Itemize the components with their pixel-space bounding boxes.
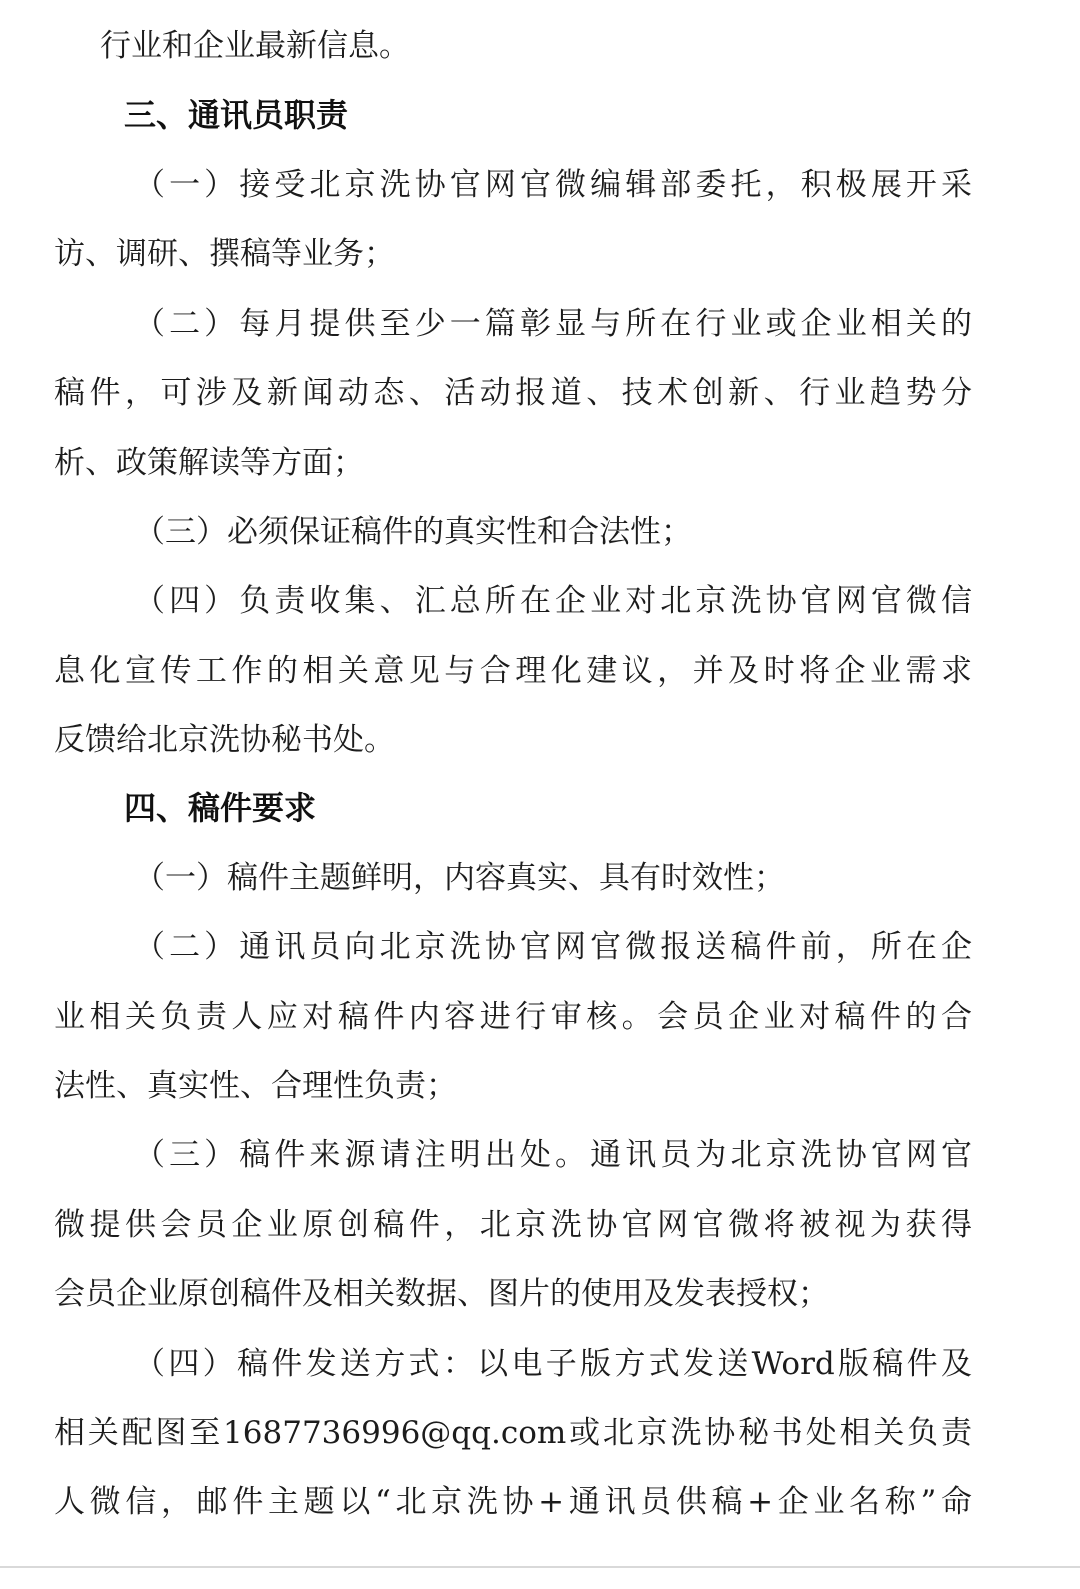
text-line: （一）接受北京洗协官网官微编辑部委托，积极展开采 (134, 167, 972, 203)
text-line: 业相关负责人应对稿件内容进行审核。会员企业对稿件的合 (54, 999, 972, 1035)
text-line: 行业和企业最新信息。 (100, 28, 410, 64)
text-line: 反馈给北京洗协秘书处。 (54, 722, 395, 758)
text-line: （三）稿件来源请注明出处。通讯员为北京洗协官网官 (134, 1137, 972, 1173)
section-heading-requirements: 四、稿件要求 (124, 789, 317, 827)
page-bottom-divider (0, 1566, 1080, 1568)
text-line: 相关配图至1687736996@qq.com或北京洗协秘书处相关负责 (54, 1415, 972, 1451)
text-line: 会员企业原创稿件及相关数据、图片的使用及发表授权； (54, 1276, 829, 1312)
text-line: 稿件，可涉及新闻动态、活动报道、技术创新、行业趋势分 (54, 375, 972, 411)
text-line: （三）必须保证稿件的真实性和合法性； (134, 514, 692, 550)
text-line: 访、调研、撰稿等业务； (54, 236, 395, 272)
text-line: 息化宣传工作的相关意见与合理化建议，并及时将企业需求 (54, 653, 972, 689)
text-line: 析、政策解读等方面； (54, 445, 364, 481)
text-line: 人微信，邮件主题以“北京洗协+通讯员供稿+企业名称”命 (54, 1484, 972, 1520)
text-line: （一）稿件主题鲜明，内容真实、具有时效性； (134, 860, 785, 896)
text-line: 微提供会员企业原创稿件，北京洗协官网官微将被视为获得 (54, 1207, 972, 1243)
text-line: （二）通讯员向北京洗协官网官微报送稿件前，所在企 (134, 929, 972, 965)
text-line: （四）稿件发送方式：以电子版方式发送Word版稿件及 (134, 1346, 972, 1382)
text-line: 法性、真实性、合理性负责； (54, 1068, 457, 1104)
text-line: （四）负责收集、汇总所在企业对北京洗协官网官微信 (134, 583, 972, 619)
text-line: （二）每月提供至少一篇彰显与所在行业或企业相关的 (134, 306, 972, 342)
section-heading-duties: 三、通讯员职责 (124, 96, 349, 134)
